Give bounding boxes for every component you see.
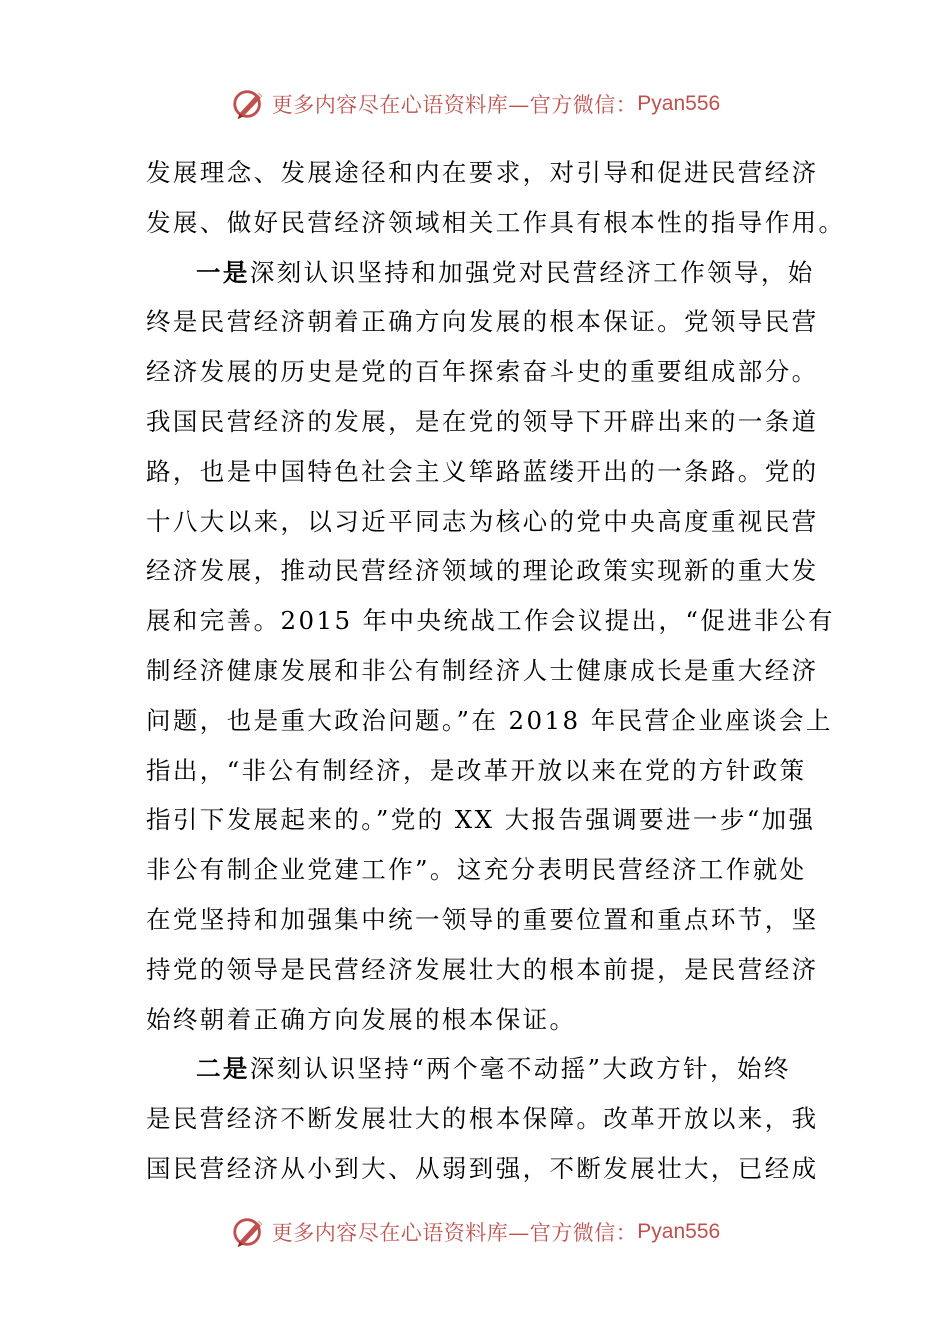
text-line: 发展理念、发展途径和内在要求，对引导和促进民营经济 — [146, 158, 819, 187]
text-line: 经济发展的历史是党的百年探索奋斗史的重要组成部分。 — [146, 357, 819, 387]
text-line: 路，也是中国特色社会主义筚路蓝缕开出的一条路。党的 — [146, 456, 819, 486]
paragraph-point-one — [146, 248, 835, 1045]
footer-watermark — [0, 1210, 950, 1254]
text-line: 十八大以来，以习近平同志为核心的党中央高度重视民营 — [146, 506, 819, 536]
text-line: 我国民营经济的发展，是在党的领导下开辟出来的一条道 — [146, 406, 819, 436]
watermark-text: 更多内容尽在心语资料库—官方微信： — [271, 93, 638, 117]
text-line: 非公有制企业党建工作”。这充分表明民营经济工作就处 — [146, 855, 807, 885]
watermark-wechat-id: Pyan556 — [637, 1220, 721, 1243]
text-line: 是民营经济不断发展壮大的根本保障。改革开放以来，我 — [146, 1104, 819, 1134]
pen-logo-icon — [230, 85, 268, 123]
text-line: 展和完善。2015 年中央统战工作会议提出，“促进非公有 — [146, 606, 835, 636]
text-line: 终是民营经济朝着正确方向发展的根本保证。党领导民营 — [146, 307, 819, 337]
text-line — [146, 248, 815, 298]
text-line: 经济发展，推动民营经济领域的理论政策实现新的重大发 — [146, 556, 819, 586]
text-line: 问题，也是重大政治问题。”在 2018 年民营企业座谈会上 — [146, 705, 833, 735]
text-line: 在党坚持和加强集中统一领导的重要位置和重点环节，坚 — [146, 904, 819, 934]
paragraph-point-two — [146, 1044, 819, 1193]
document-body — [146, 148, 846, 1194]
watermark-text: 更多内容尽在心语资料库—官方微信： — [271, 1221, 638, 1245]
point-lead: 一是 — [196, 257, 250, 287]
text-line: 指出，“非公有制经济，是改革开放以来在党的方针政策 — [146, 755, 807, 785]
text-line: 指引下发展起来的。”党的 XX 大报告强调要进一步“加强 — [146, 805, 816, 835]
text-line: 国民营经济从小到大、从弱到强，不断发展壮大，已经成 — [146, 1153, 819, 1183]
point-heading-text: 深刻认识坚持“两个毫不动摇”大政方针，始终 — [249, 1054, 791, 1084]
text-line: 发展、做好民营经济领域相关工作具有根本性的指导作用。 — [146, 207, 846, 237]
paragraph-intro — [146, 148, 846, 248]
point-lead: 二是 — [196, 1054, 250, 1084]
text-line: 始终朝着正确方向发展的根本保证。 — [146, 1004, 577, 1034]
point-heading-text: 深刻认识坚持和加强党对民营经济工作领导，始 — [249, 257, 815, 287]
pen-logo-icon — [230, 1213, 268, 1251]
text-line: 制经济健康发展和非公有制经济人士健康成长是重大经济 — [146, 655, 819, 685]
header-watermark — [0, 82, 950, 126]
text-line: 持党的领导是民营经济发展壮大的根本前提，是民营经济 — [146, 954, 819, 984]
watermark-wechat-id: Pyan556 — [637, 92, 721, 115]
text-line — [146, 1044, 806, 1094]
